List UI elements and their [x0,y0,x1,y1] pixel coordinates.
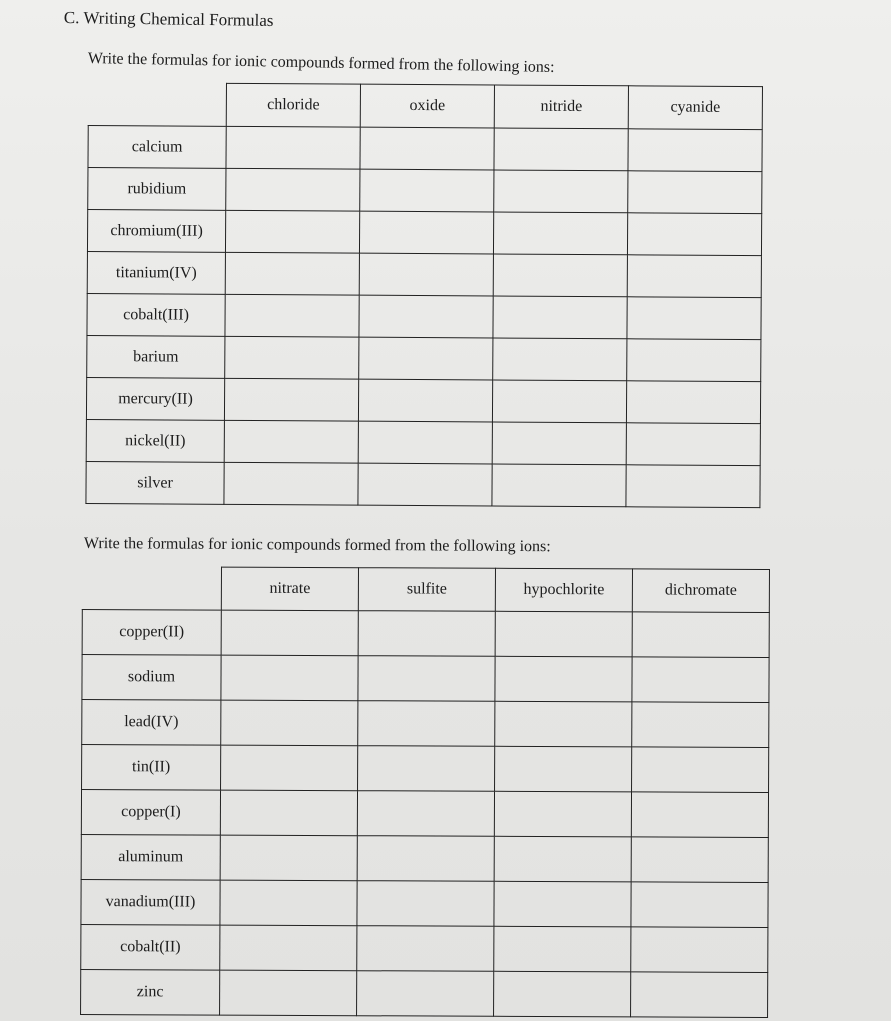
answer-cell[interactable] [225,294,359,337]
answer-cell[interactable] [225,252,359,295]
answer-cell[interactable] [627,339,761,382]
answer-cell[interactable] [631,927,768,973]
answer-cell[interactable] [357,791,494,837]
table-row [86,377,760,423]
formula-table-2 [80,566,770,1018]
answer-cell[interactable] [626,423,760,466]
answer-cell[interactable] [493,338,627,381]
cation-label: calcium [88,126,226,169]
answer-cell[interactable] [221,700,358,746]
answer-cell[interactable] [626,465,760,508]
answer-cell[interactable] [359,211,493,254]
answer-cell[interactable] [494,836,631,882]
answer-cell[interactable] [631,792,768,838]
answer-cell[interactable] [359,295,493,338]
anion-header: dichromate [632,569,769,613]
answer-cell[interactable] [225,210,359,253]
answer-cell[interactable] [627,255,761,298]
answer-cell[interactable] [221,610,358,656]
answer-cell[interactable] [358,463,492,506]
anion-header: nitride [494,85,628,129]
answer-cell[interactable] [494,926,631,972]
cation-label: zinc [81,969,220,1015]
cation-label: chromium(III) [87,210,225,253]
instruction-table-1: Write the formulas for ionic compounds formed from the following ions: [87,50,555,76]
instruction-table-2: Write the formulas for ionic compounds formed from the following ions: [83,535,551,556]
answer-cell[interactable] [358,746,495,792]
answer-cell[interactable] [226,168,360,211]
answer-cell[interactable] [220,880,357,926]
cation-label: rubidium [88,168,226,211]
table-row [81,834,768,882]
answer-cell[interactable] [492,380,626,423]
anion-header: cyanide [628,86,762,130]
answer-cell[interactable] [221,655,358,701]
cation-label: silver [86,461,224,504]
answer-cell[interactable] [627,297,761,340]
anion-header: sulfite [358,568,495,612]
answer-cell[interactable] [220,835,357,881]
answer-cell[interactable] [632,612,769,658]
table-row [87,335,761,381]
cation-label: tin(II) [82,745,221,791]
answer-cell[interactable] [632,747,769,793]
answer-cell[interactable] [493,296,627,339]
table-row [86,461,760,507]
answer-cell[interactable] [220,790,357,836]
anion-header: nitrate [221,567,358,611]
answer-cell[interactable] [224,462,358,505]
table-row [86,419,760,465]
answer-cell[interactable] [358,611,495,657]
table-row [88,168,762,214]
header-row [82,567,769,613]
answer-cell[interactable] [357,881,494,927]
answer-cell[interactable] [632,702,769,748]
anion-header: oxide [360,84,494,128]
cation-label: aluminum [81,834,220,880]
cation-label: copper(II) [82,610,221,656]
answer-cell[interactable] [220,970,357,1016]
table-row [87,210,761,256]
answer-cell[interactable] [631,837,768,883]
table-row [82,700,769,748]
answer-cell[interactable] [360,127,494,170]
answer-cell[interactable] [358,656,495,702]
answer-cell[interactable] [494,791,631,837]
table-row [87,293,761,339]
answer-cell[interactable] [495,611,632,657]
answer-cell[interactable] [495,656,632,702]
answer-cell[interactable] [631,972,768,1018]
cation-label: mercury(II) [86,377,224,420]
answer-cell[interactable] [360,169,494,212]
table-row [87,251,761,297]
answer-cell[interactable] [494,881,631,927]
answer-cell[interactable] [358,701,495,747]
answer-cell[interactable] [628,129,762,172]
anion-header: hypochlorite [495,568,632,612]
answer-cell[interactable] [224,420,358,463]
table-row [81,969,768,1017]
formula-table-1 [85,82,763,508]
answer-cell[interactable] [626,381,760,424]
cation-label: barium [87,335,225,378]
table-row [82,655,769,703]
answer-cell[interactable] [627,213,761,256]
answer-cell[interactable] [358,421,492,464]
answer-cell[interactable] [495,701,632,747]
answer-cell[interactable] [494,971,631,1017]
answer-cell[interactable] [225,336,359,379]
answer-cell[interactable] [357,971,494,1017]
answer-cell[interactable] [493,212,627,255]
cation-label: cobalt(II) [81,924,220,970]
table-row [81,879,768,927]
corner-cell [88,83,226,127]
answer-cell[interactable] [221,745,358,791]
answer-cell[interactable] [359,337,493,380]
answer-cell[interactable] [224,378,358,421]
header-row [88,83,762,130]
answer-cell[interactable] [494,170,628,213]
table-row [81,924,768,972]
answer-cell[interactable] [357,836,494,882]
answer-cell[interactable] [495,746,632,792]
section-title: C. Writing Chemical Formulas [63,8,274,30]
cation-label: lead(IV) [82,700,221,746]
table-row [81,790,768,838]
anion-header: chloride [226,83,360,127]
answer-cell[interactable] [492,464,626,507]
answer-cell[interactable] [359,253,493,296]
table-row [88,126,762,172]
cation-label: copper(I) [81,790,220,836]
answer-cell[interactable] [628,171,762,214]
cation-label: vanadium(III) [81,879,220,925]
answer-cell[interactable] [220,925,357,971]
answer-cell[interactable] [357,926,494,972]
cation-label: cobalt(III) [87,293,225,336]
answer-cell[interactable] [492,422,626,465]
cation-label: sodium [82,655,221,701]
answer-cell[interactable] [226,126,360,169]
table-row [82,745,769,793]
answer-cell[interactable] [632,657,769,703]
answer-cell[interactable] [493,254,627,297]
answer-cell[interactable] [494,128,628,171]
table-row [82,610,769,658]
cation-label: nickel(II) [86,419,224,462]
answer-cell[interactable] [631,882,768,928]
corner-cell [82,567,221,611]
answer-cell[interactable] [358,379,492,422]
cation-label: titanium(IV) [87,251,225,294]
